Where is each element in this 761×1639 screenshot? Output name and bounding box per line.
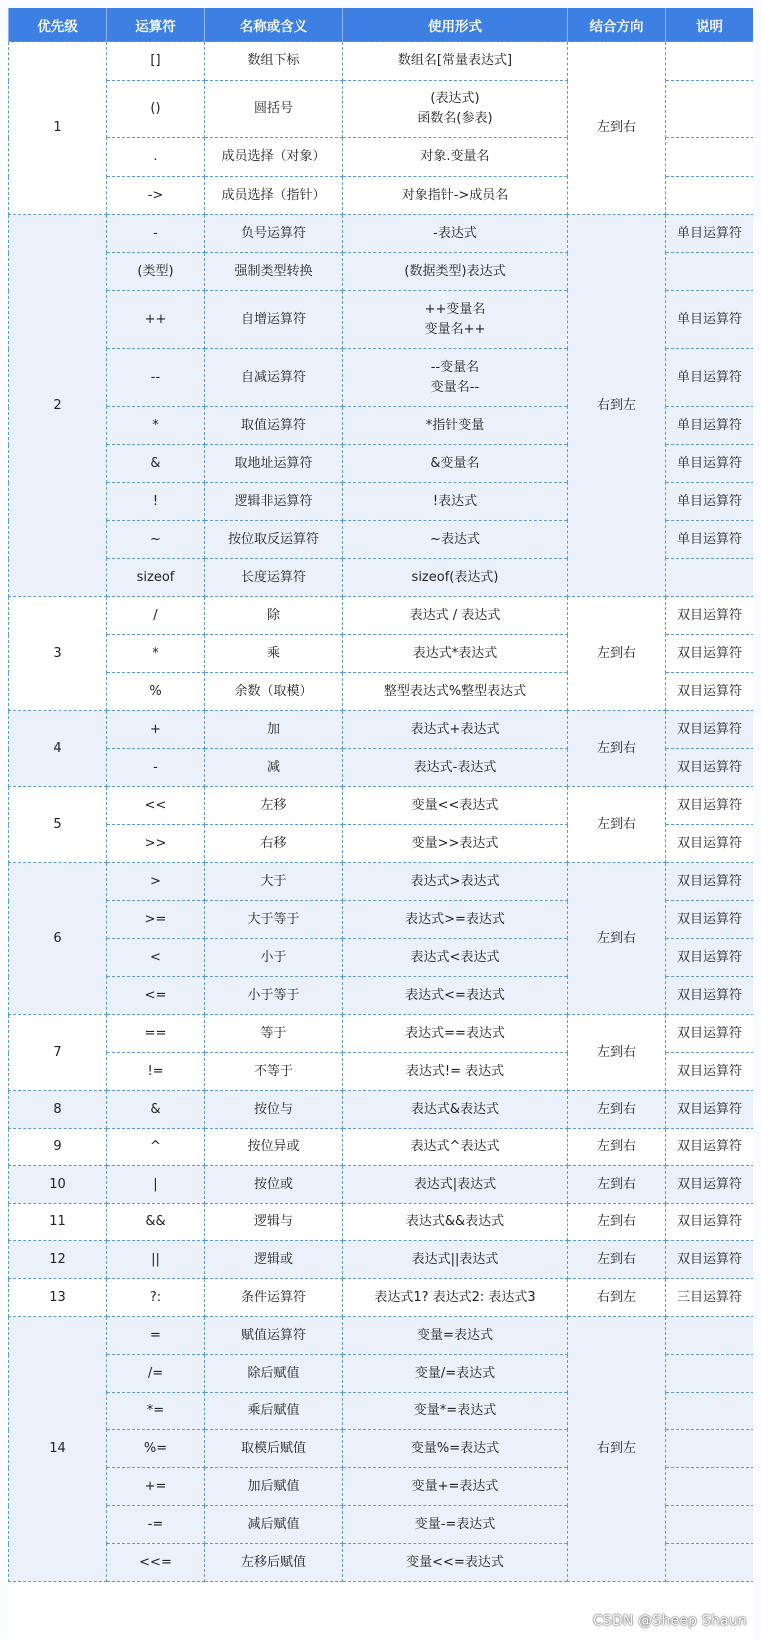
usage-line: 变量名-- — [430, 379, 480, 395]
priority-cell: 11 — [9, 1204, 107, 1241]
usage-line: --变量名 — [430, 359, 480, 375]
name-cell: 加 — [205, 711, 343, 749]
note-cell: 双目运算符 — [666, 597, 754, 635]
operator-precedence-table — [8, 8, 753, 1582]
note-cell — [666, 81, 754, 138]
note-cell: 双目运算符 — [666, 635, 754, 673]
name-cell: 数组下标 — [205, 42, 343, 81]
usage-cell — [343, 177, 568, 215]
name-cell: 负号运算符 — [205, 215, 343, 253]
operator-cell: . — [107, 138, 205, 177]
priority-cell: 14 — [9, 1317, 107, 1582]
operator-cell: *= — [107, 1393, 205, 1430]
table-row — [9, 1166, 754, 1204]
usage-line: 表达式&&表达式 — [405, 1214, 505, 1229]
note-cell: 单目运算符 — [666, 291, 754, 349]
usage-line: 表达式^表达式 — [410, 1139, 500, 1154]
table-row — [9, 597, 754, 635]
name-cell: 取值运算符 — [205, 407, 343, 445]
note-cell: 单目运算符 — [666, 483, 754, 521]
operator-cell: <= — [107, 977, 205, 1015]
note-cell — [666, 177, 754, 215]
header-operator: 运算符 — [107, 8, 205, 42]
direction-cell: 左到右 — [568, 1129, 666, 1166]
usage-cell — [343, 253, 568, 291]
name-cell: 逻辑与 — [205, 1204, 343, 1241]
usage-line: ~表达式 — [430, 531, 480, 547]
priority-cell: 6 — [9, 863, 107, 1015]
usage-line: -表达式 — [433, 225, 477, 241]
priority-cell: 5 — [9, 787, 107, 863]
priority-cell: 9 — [9, 1129, 107, 1166]
operator-cell: ?: — [107, 1279, 205, 1317]
note-cell: 单目运算符 — [666, 445, 754, 483]
note-cell — [666, 1468, 754, 1506]
note-cell: 双目运算符 — [666, 977, 754, 1015]
operator-cell: > — [107, 863, 205, 901]
name-cell: 减后赋值 — [205, 1506, 343, 1544]
direction-cell: 左到右 — [568, 711, 666, 787]
operator-cell: * — [107, 407, 205, 445]
name-cell: 按位取反运算符 — [205, 521, 343, 559]
operator-cell: - — [107, 749, 205, 787]
note-cell: 双目运算符 — [666, 1053, 754, 1091]
name-cell: 按位与 — [205, 1091, 343, 1129]
name-cell: 小于 — [205, 939, 343, 977]
operator-cell: -= — [107, 1506, 205, 1544]
name-cell: 大于 — [205, 863, 343, 901]
table-frame — [8, 8, 753, 1639]
usage-cell — [343, 1129, 568, 1166]
note-cell: 双目运算符 — [666, 1204, 754, 1241]
priority-cell: 1 — [9, 42, 107, 215]
note-cell: 单目运算符 — [666, 349, 754, 407]
note-cell: 双目运算符 — [666, 1015, 754, 1053]
usage-cell — [343, 138, 568, 177]
usage-cell — [343, 787, 568, 825]
name-cell: 大于等于 — [205, 901, 343, 939]
name-cell: 等于 — [205, 1015, 343, 1053]
table-row — [9, 1091, 754, 1129]
usage-cell — [343, 1204, 568, 1241]
operator-cell: << — [107, 787, 205, 825]
note-cell: 双目运算符 — [666, 825, 754, 863]
header-row — [9, 8, 754, 42]
usage-line: 函数名(参表) — [417, 111, 493, 126]
name-cell: 长度运算符 — [205, 559, 343, 597]
usage-line: 变量-=表达式 — [414, 1516, 496, 1532]
operator-cell: & — [107, 445, 205, 483]
name-cell: 加后赋值 — [205, 1468, 343, 1506]
name-cell: 成员选择（指针） — [205, 177, 343, 215]
usage-line: 表达式>=表达式 — [405, 911, 505, 927]
table-row — [9, 1204, 754, 1241]
note-cell — [666, 253, 754, 291]
usage-cell — [343, 711, 568, 749]
name-cell: 强制类型转换 — [205, 253, 343, 291]
operator-cell: -> — [107, 177, 205, 215]
name-cell: 右移 — [205, 825, 343, 863]
usage-line: 变量<<=表达式 — [406, 1554, 504, 1570]
note-cell — [666, 1506, 754, 1544]
usage-line: 表达式+表达式 — [410, 721, 500, 737]
table-row — [9, 711, 754, 749]
direction-cell: 右到左 — [568, 1317, 666, 1582]
note-cell: 双目运算符 — [666, 711, 754, 749]
name-cell: 余数（取模） — [205, 673, 343, 711]
note-cell: 双目运算符 — [666, 673, 754, 711]
table-row — [9, 1129, 754, 1166]
note-cell: 双目运算符 — [666, 1241, 754, 1279]
usage-line: 表达式1? 表达式2: 表达式3 — [374, 1289, 536, 1305]
usage-cell — [343, 215, 568, 253]
note-cell: 双目运算符 — [666, 939, 754, 977]
table-row — [9, 1317, 754, 1355]
name-cell: 除后赋值 — [205, 1355, 343, 1393]
operator-cell: && — [107, 1204, 205, 1241]
usage-cell — [343, 1091, 568, 1129]
name-cell: 按位或 — [205, 1166, 343, 1204]
note-cell: 双目运算符 — [666, 1166, 754, 1204]
header-direction: 结合方向 — [568, 8, 666, 42]
operator-cell: | — [107, 1166, 205, 1204]
usage-cell — [343, 1430, 568, 1468]
operator-cell: / — [107, 597, 205, 635]
priority-cell: 13 — [9, 1279, 107, 1317]
usage-line: 表达式<=表达式 — [405, 987, 505, 1003]
usage-cell — [343, 521, 568, 559]
usage-line: 对象.变量名 — [420, 149, 490, 164]
usage-cell — [343, 483, 568, 521]
name-cell: 小于等于 — [205, 977, 343, 1015]
operator-cell: < — [107, 939, 205, 977]
usage-cell — [343, 825, 568, 863]
usage-line: 变量%=表达式 — [410, 1440, 500, 1456]
usage-line: &变量名 — [430, 455, 480, 471]
usage-cell — [343, 863, 568, 901]
usage-cell — [343, 1279, 568, 1317]
operator-cell: %= — [107, 1430, 205, 1468]
table-row — [9, 215, 754, 253]
usage-line: 表达式|表达式 — [413, 1176, 497, 1192]
direction-cell: 左到右 — [568, 1015, 666, 1091]
usage-line: 表达式!= 表达式 — [405, 1063, 505, 1079]
operator-cell: () — [107, 81, 205, 138]
usage-line: 整型表达式%整型表达式 — [383, 683, 527, 699]
note-cell — [666, 1355, 754, 1393]
usage-line: 变量*=表达式 — [413, 1403, 497, 1418]
name-cell: 不等于 — [205, 1053, 343, 1091]
operator-cell: == — [107, 1015, 205, 1053]
direction-cell: 左到右 — [568, 863, 666, 1015]
name-cell: 逻辑或 — [205, 1241, 343, 1279]
usage-line: !表达式 — [432, 493, 478, 509]
usage-line: 变量<<表达式 — [411, 797, 499, 813]
name-cell: 取地址运算符 — [205, 445, 343, 483]
header-name: 名称或含义 — [205, 8, 343, 42]
usage-cell — [343, 597, 568, 635]
name-cell: 减 — [205, 749, 343, 787]
priority-cell: 7 — [9, 1015, 107, 1091]
note-cell: 单目运算符 — [666, 521, 754, 559]
name-cell: 成员选择（对象） — [205, 138, 343, 177]
usage-cell — [343, 939, 568, 977]
name-cell: 乘后赋值 — [205, 1393, 343, 1430]
note-cell: 双目运算符 — [666, 749, 754, 787]
usage-cell — [343, 559, 568, 597]
usage-line: 数组名[常量表达式] — [397, 53, 513, 68]
usage-line: 变量名++ — [424, 321, 486, 337]
usage-cell — [343, 1506, 568, 1544]
header-note: 说明 — [666, 8, 754, 42]
table-row — [9, 787, 754, 825]
table-row — [9, 1279, 754, 1317]
operator-cell: ++ — [107, 291, 205, 349]
usage-cell — [343, 349, 568, 407]
operator-cell: <<= — [107, 1544, 205, 1582]
usage-cell — [343, 407, 568, 445]
operator-cell: /= — [107, 1355, 205, 1393]
usage-cell — [343, 291, 568, 349]
usage-cell — [343, 673, 568, 711]
name-cell: 条件运算符 — [205, 1279, 343, 1317]
note-cell: 单目运算符 — [666, 407, 754, 445]
operator-cell: = — [107, 1317, 205, 1355]
table-row — [9, 1015, 754, 1053]
priority-cell: 10 — [9, 1166, 107, 1204]
usage-line: ++变量名 — [424, 301, 486, 317]
usage-line: *指针变量 — [425, 417, 485, 433]
name-cell: 取模后赋值 — [205, 1430, 343, 1468]
usage-cell — [343, 749, 568, 787]
table-row — [9, 42, 754, 81]
usage-line: 对象指针->成员名 — [401, 187, 509, 203]
usage-line: 变量>>表达式 — [411, 835, 499, 851]
note-cell — [666, 138, 754, 177]
operator-cell: -- — [107, 349, 205, 407]
usage-cell — [343, 81, 568, 138]
usage-cell — [343, 445, 568, 483]
priority-cell: 3 — [9, 597, 107, 711]
name-cell: 左移后赋值 — [205, 1544, 343, 1582]
usage-cell — [343, 1544, 568, 1582]
name-cell: 自增运算符 — [205, 291, 343, 349]
header-priority: 优先级 — [9, 8, 107, 42]
name-cell: 除 — [205, 597, 343, 635]
usage-line: (表达式) — [430, 91, 480, 106]
note-cell — [666, 42, 754, 81]
usage-cell — [343, 1468, 568, 1506]
name-cell: 圆括号 — [205, 81, 343, 138]
operator-cell: sizeof — [107, 559, 205, 597]
direction-cell: 左到右 — [568, 1241, 666, 1279]
name-cell: 按位异或 — [205, 1129, 343, 1166]
note-cell — [666, 1544, 754, 1582]
usage-cell — [343, 1015, 568, 1053]
name-cell: 逻辑非运算符 — [205, 483, 343, 521]
name-cell: 自减运算符 — [205, 349, 343, 407]
usage-line: (数据类型)表达式 — [404, 263, 506, 279]
note-cell — [666, 1430, 754, 1468]
operator-cell: >> — [107, 825, 205, 863]
operator-cell: * — [107, 635, 205, 673]
operator-cell: || — [107, 1241, 205, 1279]
direction-cell: 右到左 — [568, 215, 666, 597]
priority-cell: 12 — [9, 1241, 107, 1279]
usage-cell — [343, 42, 568, 81]
usage-line: 表达式*表达式 — [412, 645, 498, 661]
note-cell: 双目运算符 — [666, 863, 754, 901]
direction-cell: 左到右 — [568, 1091, 666, 1129]
usage-line: 表达式&表达式 — [410, 1101, 500, 1117]
note-cell: 双目运算符 — [666, 901, 754, 939]
header-usage: 使用形式 — [343, 8, 568, 42]
priority-cell: 4 — [9, 711, 107, 787]
usage-line: 表达式 / 表达式 — [409, 607, 501, 623]
usage-cell — [343, 635, 568, 673]
note-cell: 双目运算符 — [666, 1091, 754, 1129]
usage-cell — [343, 977, 568, 1015]
operator-cell: [] — [107, 42, 205, 81]
watermark: CSDN @Sheep Shaun — [592, 1613, 747, 1629]
usage-cell — [343, 1241, 568, 1279]
direction-cell: 左到右 — [568, 42, 666, 215]
usage-line: 表达式-表达式 — [413, 759, 497, 775]
usage-cell — [343, 1355, 568, 1393]
usage-line: 表达式>表达式 — [410, 873, 500, 889]
operator-cell: + — [107, 711, 205, 749]
note-cell — [666, 559, 754, 597]
note-cell: 双目运算符 — [666, 1129, 754, 1166]
operator-cell: != — [107, 1053, 205, 1091]
operator-cell: >= — [107, 901, 205, 939]
usage-line: 表达式==表达式 — [405, 1025, 505, 1041]
table-row — [9, 1241, 754, 1279]
direction-cell: 左到右 — [568, 787, 666, 863]
usage-cell — [343, 1166, 568, 1204]
direction-cell: 右到左 — [568, 1279, 666, 1317]
note-cell: 双目运算符 — [666, 787, 754, 825]
name-cell: 左移 — [205, 787, 343, 825]
table-body — [9, 42, 754, 1582]
name-cell: 乘 — [205, 635, 343, 673]
operator-cell: - — [107, 215, 205, 253]
direction-cell: 左到右 — [568, 1204, 666, 1241]
operator-cell: ^ — [107, 1129, 205, 1166]
operator-cell: & — [107, 1091, 205, 1129]
operator-cell: % — [107, 673, 205, 711]
usage-line: 变量=表达式 — [417, 1327, 493, 1343]
note-cell: 三目运算符 — [666, 1279, 754, 1317]
note-cell: 单目运算符 — [666, 215, 754, 253]
direction-cell: 左到右 — [568, 1166, 666, 1204]
usage-cell — [343, 1317, 568, 1355]
direction-cell: 左到右 — [568, 597, 666, 711]
operator-cell: ~ — [107, 521, 205, 559]
usage-cell — [343, 1053, 568, 1091]
table-row — [9, 863, 754, 901]
priority-cell: 8 — [9, 1091, 107, 1129]
usage-cell — [343, 901, 568, 939]
operator-cell: ! — [107, 483, 205, 521]
note-cell — [666, 1393, 754, 1430]
usage-line: 变量+=表达式 — [411, 1478, 499, 1494]
name-cell: 赋值运算符 — [205, 1317, 343, 1355]
usage-line: 表达式<表达式 — [410, 949, 500, 965]
usage-line: sizeof(表达式) — [411, 569, 499, 585]
note-cell — [666, 1317, 754, 1355]
operator-cell: (类型) — [107, 253, 205, 291]
operator-cell: += — [107, 1468, 205, 1506]
priority-cell: 2 — [9, 215, 107, 597]
usage-line: 表达式||表达式 — [411, 1251, 499, 1267]
usage-cell — [343, 1393, 568, 1430]
usage-line: 变量/=表达式 — [414, 1365, 496, 1381]
